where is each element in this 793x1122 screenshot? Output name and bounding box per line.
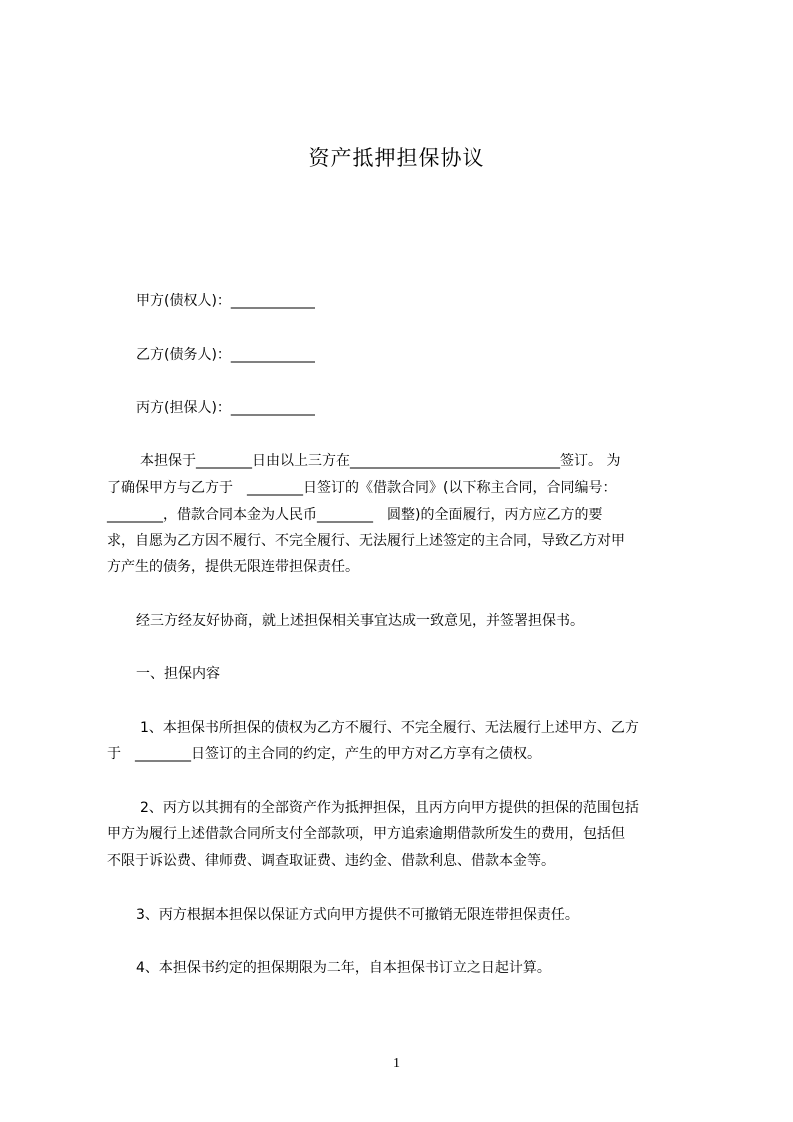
party-c-line: 丙方(担保人)：____________ [136, 400, 315, 416]
intro-line-4: 求，自愿为乙方因不履行、不完全履行、无法履行上述签定的主合同，导致乙方对甲 [107, 533, 625, 549]
party-a-line: 甲方(债权人)：____________ [136, 293, 315, 309]
clause-2-line-3: 不限于诉讼费、律师费、调查取证费、违约金、借款利息、借款本金等。 [107, 853, 555, 869]
document-title: 资产抵押担保协议 [308, 146, 485, 170]
clause-1-line-2: 于 ________日签订的主合同的约定，产生的甲方对乙方享有之债权。 [107, 746, 541, 762]
intro-line-2: 了确保甲方与乙方于 ________日签订的《借款合同》(以下称主合同，合同编号： [107, 480, 617, 496]
intro-line-5: 方产生的债务，提供无限连带担保责任。 [107, 559, 359, 575]
page-number: 1 [393, 1056, 400, 1071]
intro-line-3: ________，借款合同本金为人民币________ 圆整)的全面履行，丙方应乙方的要 [107, 507, 603, 523]
intro-line-1: 本担保于________日由以上三方在______________________________签订。 为 [140, 453, 621, 469]
clause-3-line: 3、丙方根据本担保以保证方式向甲方提供不可撤销无限连带担保责任。 [136, 907, 579, 923]
consensus-line: 经三方经友好协商，就上述担保相关事宜达成一致意见，并签署担保书。 [136, 613, 584, 629]
section-1-heading: 一、担保内容 [136, 666, 220, 682]
party-b-line: 乙方(债务人)：____________ [136, 347, 315, 363]
clause-2-line-1: 2、丙方以其拥有的全部资产作为抵押担保，且丙方向甲方提供的担保的范围包括 [140, 800, 639, 816]
clause-4-line: 4、本担保书约定的担保期限为二年，自本担保书订立之日起计算。 [136, 960, 551, 976]
clause-1-line-1: 1、本担保书所担保的债权为乙方不履行、不完全履行、无法履行上述甲方、乙方 [140, 720, 639, 736]
clause-2-line-2: 甲方为履行上述借款合同所支付全部款项，甲方追索逾期借款所发生的费用，包括但 [107, 826, 625, 842]
